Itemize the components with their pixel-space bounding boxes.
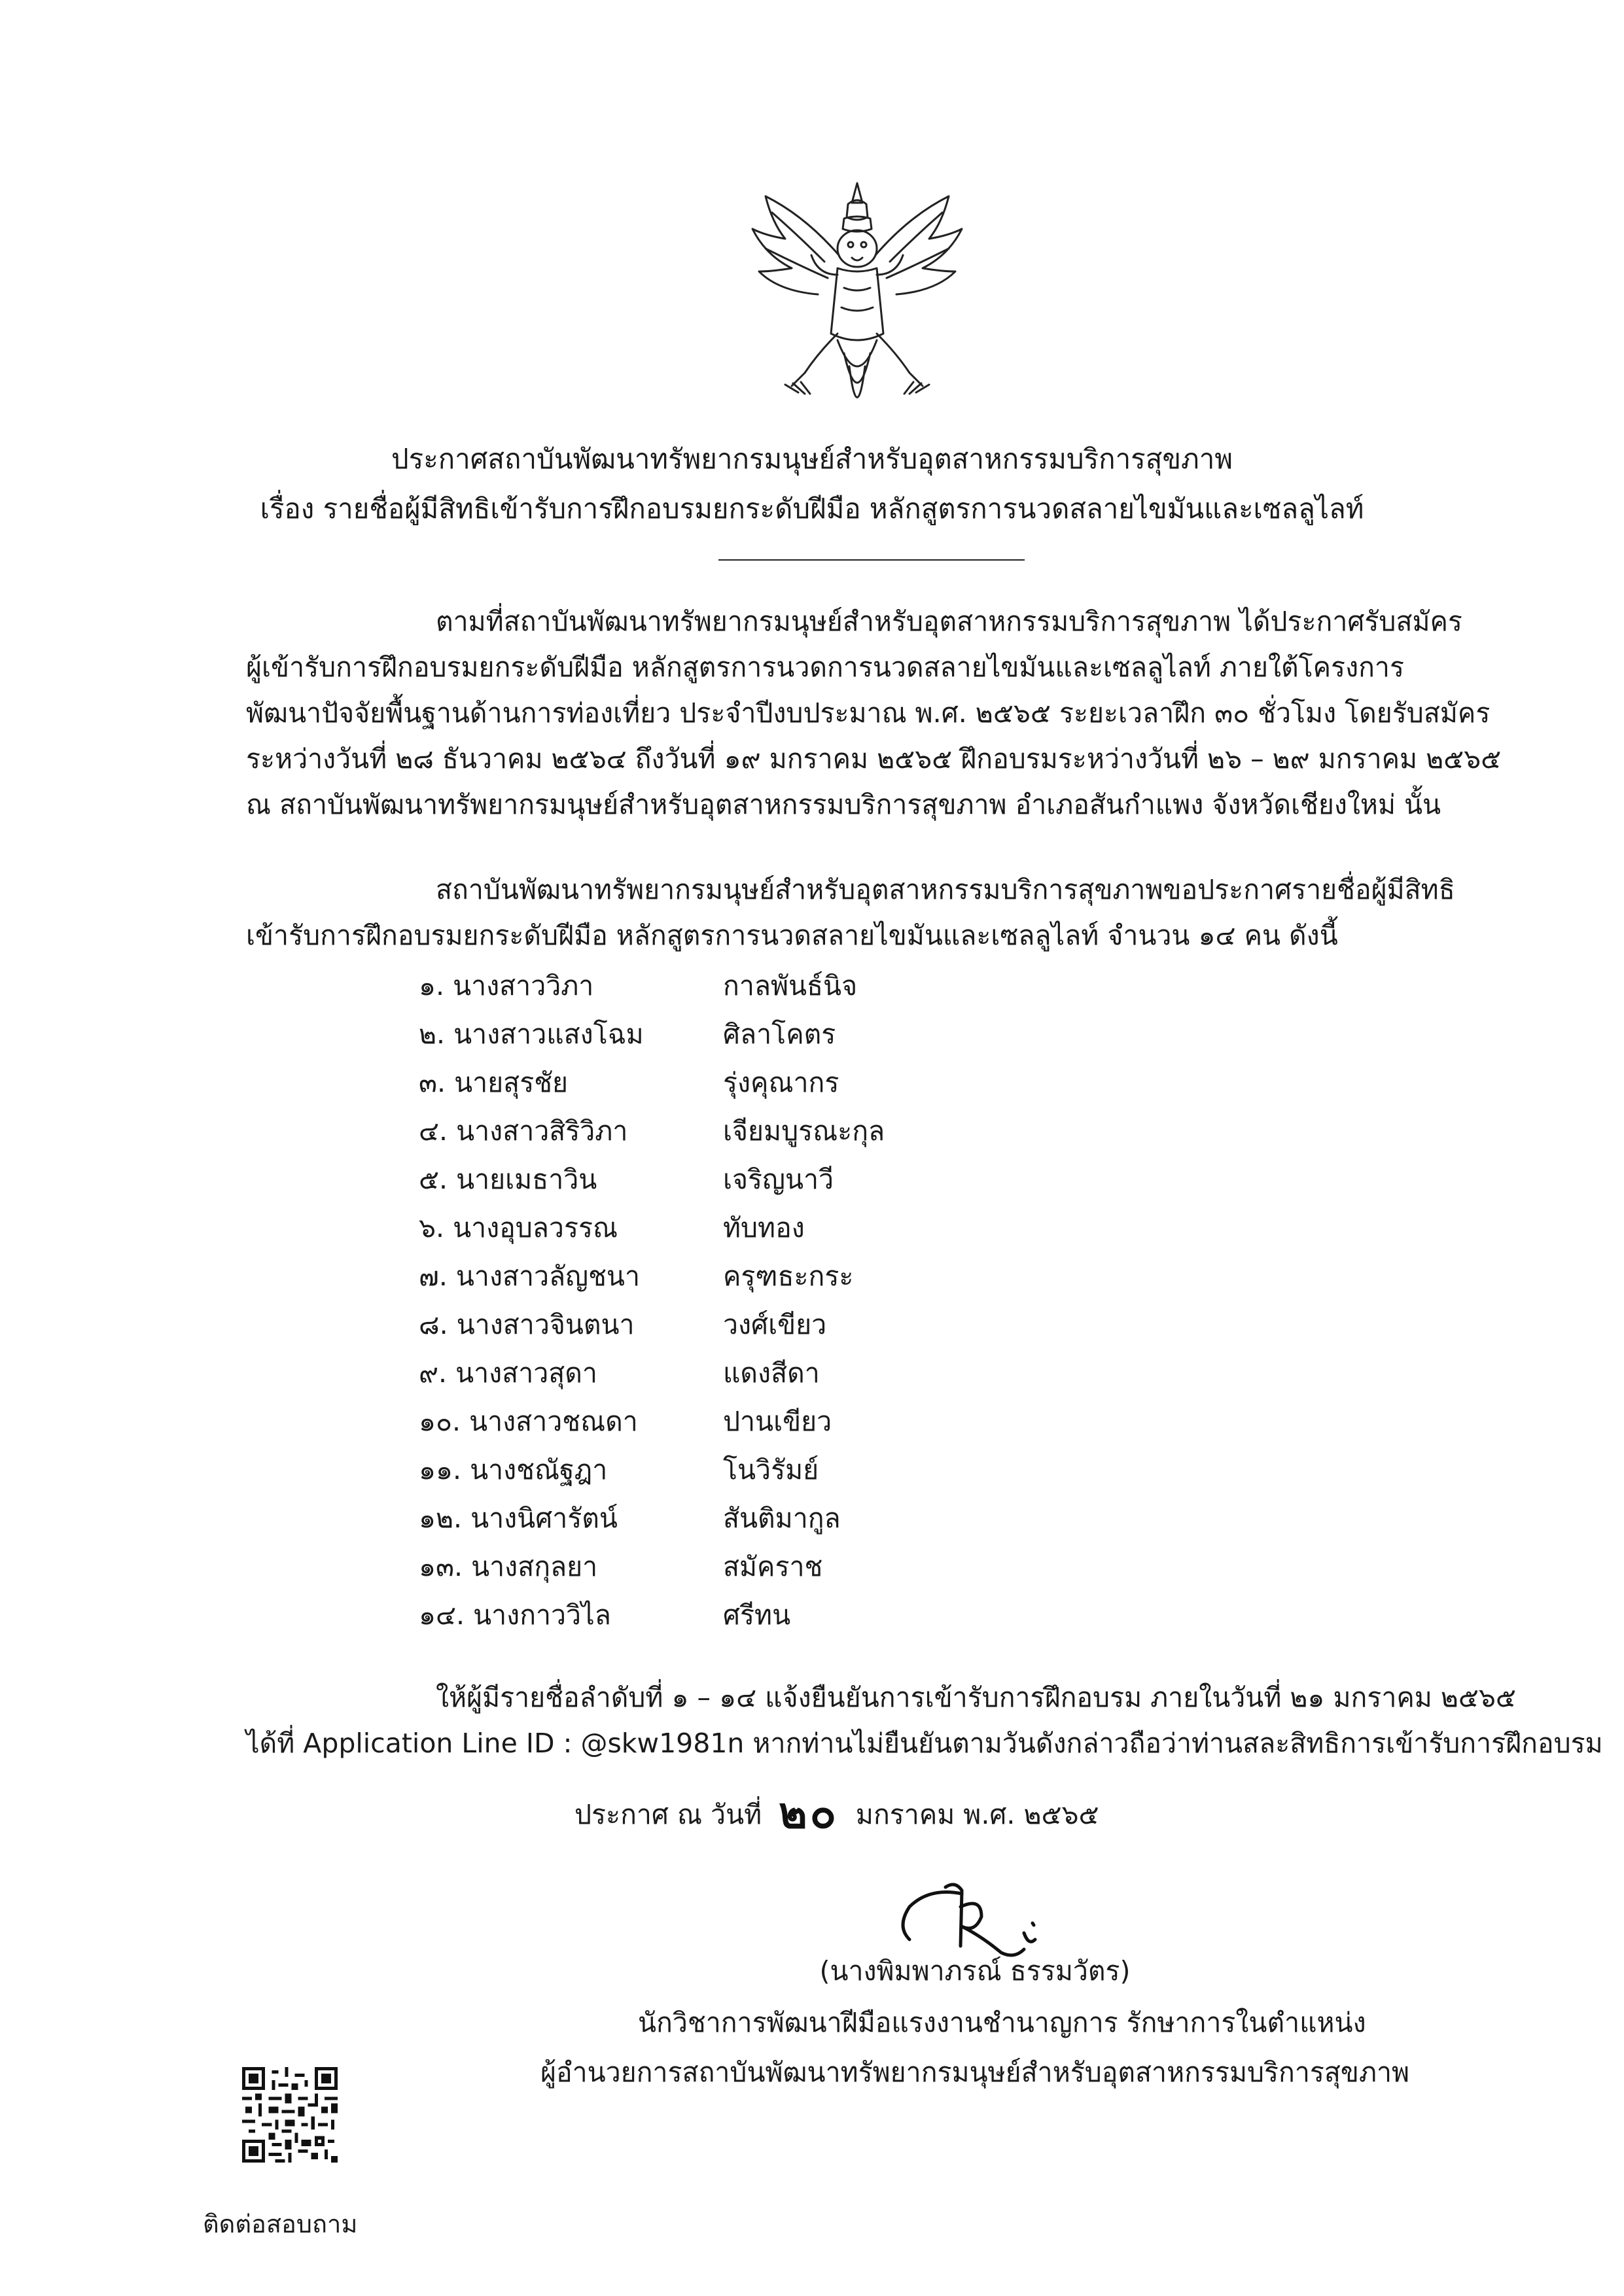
participant-surname: รุ่งคุณากร [723, 1067, 839, 1098]
participant-surname: ทับทอง [723, 1212, 805, 1244]
title-divider [718, 559, 1025, 561]
participant-surname: สมัคราช [723, 1551, 823, 1582]
paragraph-line: ได้ที่ Application Line ID : @skw1981n หากท่านไม่ยืนยันตามวันดังกล่าวถือว่าท่านสละสิทธิการเข้ารับการฝึกอบรม [246, 1728, 1603, 1759]
paragraph-announcement [246, 867, 1502, 958]
participant-surname: วงศ์เขียว [723, 1309, 827, 1340]
date-prefix: ประกาศ ณ วันที่ [574, 1799, 762, 1830]
participant-name: ๑. นางสาววิภา [419, 970, 594, 1001]
participant-name: ๒. นางสาวแสงโฉม [419, 1018, 644, 1050]
participant-name: ๑๓. นางสกุลยา [419, 1551, 598, 1582]
contact-label: ติดต่อสอบถาม [203, 2210, 358, 2238]
participant-surname: กาลพันธ์นิจ [723, 970, 858, 1001]
signatory-name: (นางพิมพาภรณ์ ธรรมวัตร) [819, 1955, 1131, 1987]
announcement-date [574, 1783, 1099, 1841]
participant-surname: แดงสีดา [723, 1357, 820, 1389]
qr-code-icon[interactable] [242, 2067, 338, 2163]
paragraph-line: ณ สถาบันพัฒนาทรัพยากรมนุษย์สำหรับอุตสาหกรรมบริการสุขภาพ อำเภอสันกำแพง จังหวัดเชียงใหม่ นั้น [246, 789, 1441, 820]
participant-name: ๙. นางสาวสุดา [419, 1357, 597, 1389]
paragraph-line: ระหว่างวันที่ ๒๘ ธันวาคม ๒๕๖๔ ถึงวันที่ ๑๙ มกราคม ๒๕๖๕ ฝึกอบรมระหว่างวันที่ ๒๖ – ๒๙ มกราคม ๒๕๖๕ [246, 743, 1502, 774]
paragraph-line: สถาบันพัฒนาทรัพยากรมนุษย์สำหรับอุตสาหกรรมบริการสุขภาพขอประกาศรายชื่อผู้มีสิทธิ [436, 874, 1455, 905]
paragraph-intro [246, 599, 1502, 827]
paragraph-line: พัฒนาปัจจัยพื้นฐานด้านการท่องเที่ยว ประจำปีงบประมาณ พ.ศ. ๒๕๖๕ ระยะเวลาฝึก ๓๐ ชั่วโมง โดยรับสมัคร [246, 697, 1491, 729]
signatory-office: ผู้อำนวยการสถาบันพัฒนาทรัพยากรมนุษย์สำหรับอุตสาหกรรมบริการสุขภาพ [540, 2057, 1410, 2088]
paragraph-line: ผู้เข้ารับการฝึกอบรมยกระดับฝีมือ หลักสูตรการนวดการนวดสลายไขมันและเซลลูไลท์ ภายใต้โครงการ [246, 652, 1404, 683]
participant-name: ๘. นางสาวจินตนา [419, 1309, 635, 1340]
paragraph-confirmation [246, 1675, 1603, 1766]
paragraph-line: ตามที่สถาบันพัฒนาทรัพยากรมนุษย์สำหรับอุตสาหกรรมบริการสุขภาพ ได้ประกาศรับสมัคร [436, 606, 1462, 637]
signatory-position: นักวิชาการพัฒนาฝีมือแรงงานชำนาญการ รักษาการในตำแหน่ง [638, 2007, 1366, 2038]
announcement-subject: เรื่อง รายชื่อผู้มีสิทธิเข้ารับการฝึกอบรมยกระดับฝีมือ หลักสูตรการนวดสลายไขมันและเซลลูไลท์ [260, 493, 1364, 525]
participant-surname: ศรีทน [723, 1599, 791, 1631]
participant-name: ๑๐. นางสาวชณดา [419, 1406, 638, 1437]
participant-surname: โนวิรัมย์ [723, 1454, 819, 1486]
participant-surname: สันติมากูล [723, 1503, 841, 1534]
participant-name: ๗. นางสาวลัญชนา [419, 1261, 640, 1292]
garuda-emblem-icon [746, 177, 968, 432]
paragraph-line: เข้ารับการฝึกอบรมยกระดับฝีมือ หลักสูตรการนวดสลายไขมันและเซลลูไลท์ จำนวน ๑๔ คน ดังนี้ [246, 920, 1338, 951]
participant-name: ๕. นายเมธาวิน [419, 1164, 597, 1195]
participant-name: ๑๔. นางกาววิไล [419, 1599, 611, 1631]
date-day: ๒๐ [779, 1787, 839, 1838]
participant-name: ๓. นายสุรชัย [419, 1067, 569, 1098]
participant-surname: เจียมบูรณะกุล [723, 1115, 885, 1147]
participant-name: ๖. นางอุบลวรรณ [419, 1212, 618, 1244]
participant-surname: เจริญนาวี [723, 1164, 834, 1195]
participant-surname: ศิลาโคตร [723, 1018, 836, 1050]
participant-surname: ปานเขียว [723, 1406, 832, 1437]
date-suffix: มกราคม พ.ศ. ๒๕๖๕ [855, 1799, 1099, 1830]
participant-name: ๔. นางสาวสิริวิภา [419, 1115, 628, 1147]
participant-surname: ครุฑธะกระ [723, 1261, 854, 1292]
announcement-title: ประกาศสถาบันพัฒนาทรัพยากรมนุษย์สำหรับอุตสาหกรรมบริการสุขภาพ [391, 443, 1233, 475]
participant-name: ๑๒. นางนิศารัตน์ [419, 1503, 618, 1534]
participant-name: ๑๑. นางชณัฐฎา [419, 1454, 608, 1486]
paragraph-line: ให้ผู้มีรายชื่อลำดับที่ ๑ – ๑๔ แจ้งยืนยันการเข้ารับการฝึกอบรม ภายในวันที่ ๒๑ มกราคม ๒๕๖๕ [436, 1682, 1516, 1713]
